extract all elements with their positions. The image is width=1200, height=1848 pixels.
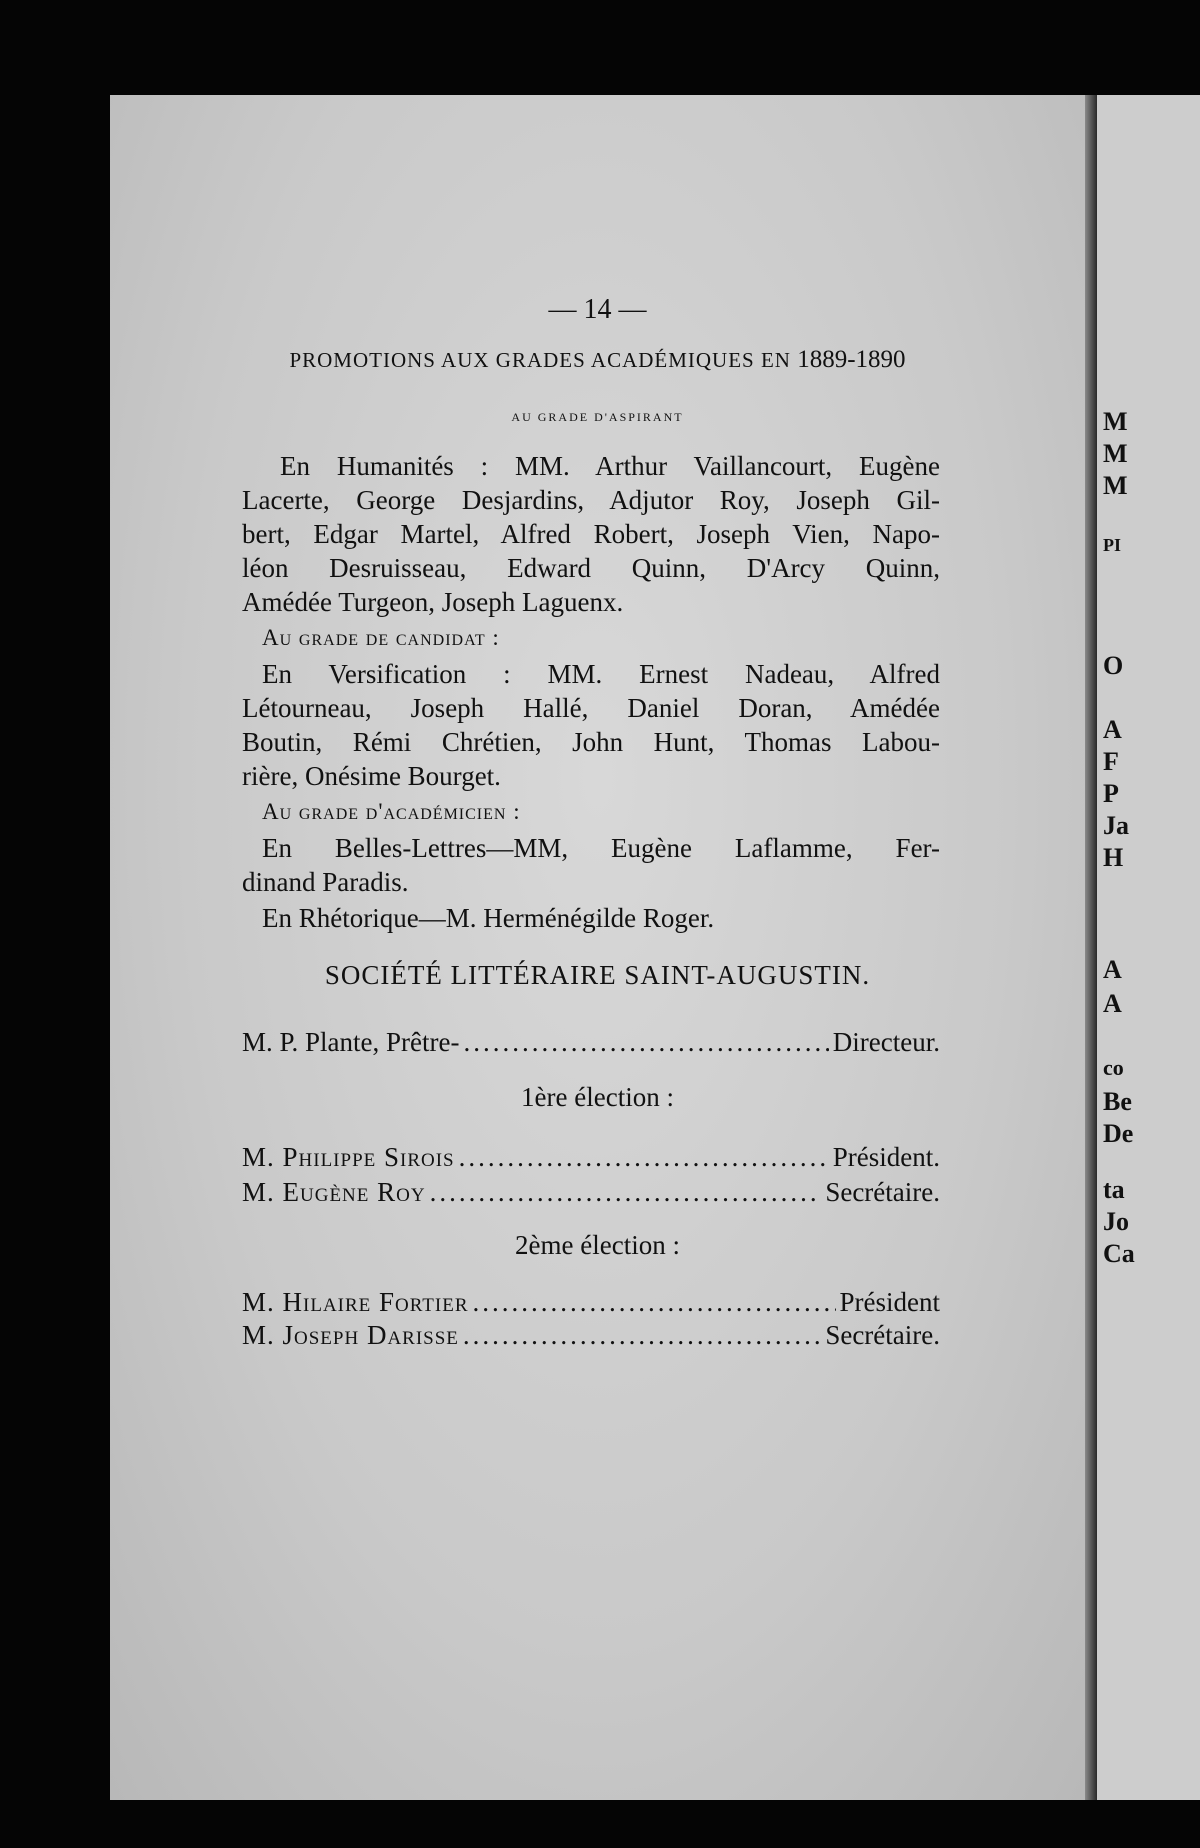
fragment-text: co bbox=[1103, 1055, 1124, 1080]
fragment-text: Ja bbox=[1103, 811, 1129, 840]
belles-lettres-line-1: En Belles-Lettres—MM, Eugène Laflamme, Fer- bbox=[262, 833, 940, 863]
director-name: M. P. Plante, Prêtre- bbox=[242, 1027, 460, 1057]
election-1-row-1 bbox=[110, 1140, 1085, 1174]
fragment-text: O bbox=[1103, 651, 1124, 680]
leader-dots bbox=[463, 1318, 821, 1352]
director-row bbox=[110, 1025, 1085, 1059]
election-2-heading: 2ème élection : bbox=[515, 1230, 680, 1260]
page-spine-shadow bbox=[1085, 95, 1097, 1800]
humanites-line-4: léon Desruisseau, Edward Quinn, D'Arcy Quinn, bbox=[242, 553, 940, 583]
versification-line-1: En Versification : MM. Ernest Nadeau, Alfred bbox=[262, 659, 940, 689]
aspirant-heading: AU GRADE D'ASPIRANT bbox=[511, 410, 684, 424]
election-1-row-2 bbox=[110, 1175, 1085, 1209]
rhetorique-line: En Rhétorique—M. Herménégilde Roger. bbox=[262, 903, 715, 933]
adjacent-page-fragment bbox=[1097, 95, 1200, 1800]
versification-line-3: Boutin, Rémi Chrétien, John Hunt, Thomas Labou- bbox=[242, 727, 940, 757]
fragment-text: M bbox=[1103, 407, 1128, 436]
fragment-text: A bbox=[1103, 955, 1122, 984]
fragment-text: M bbox=[1103, 471, 1128, 500]
fragment-text: M bbox=[1103, 439, 1128, 468]
leader-dots bbox=[473, 1285, 836, 1319]
candidat-heading: Au grade de candidat : bbox=[262, 625, 500, 650]
fragment-text: A bbox=[1103, 989, 1122, 1018]
fragment-text: H bbox=[1103, 843, 1124, 872]
versification-line-2: Létourneau, Joseph Hallé, Daniel Doran, Amédée bbox=[242, 693, 940, 723]
member-role: Président. bbox=[832, 1142, 940, 1172]
leader-dots bbox=[430, 1175, 822, 1209]
member-role: Secrétaire. bbox=[825, 1320, 940, 1350]
academicien-heading: Au grade d'académicien : bbox=[262, 799, 521, 824]
section-title-years: 1889-1890 bbox=[797, 346, 906, 373]
humanites-line-3: bert, Edgar Martel, Alfred Robert, Joseph Vien, Napo- bbox=[242, 519, 940, 549]
member-role: Président bbox=[839, 1287, 940, 1317]
fragment-text: Be bbox=[1103, 1087, 1132, 1116]
section-title-text: PROMOTIONS AUX GRADES ACADÉMIQUES EN bbox=[289, 348, 791, 372]
humanites-line-1: En Humanités : MM. Arthur Vaillancourt, Eugène bbox=[280, 451, 940, 481]
member-name: M. Eugène Roy bbox=[242, 1177, 426, 1207]
fragment-text: De bbox=[1103, 1119, 1134, 1148]
humanites-line-5: Amédée Turgeon, Joseph Laguenx. bbox=[242, 587, 624, 617]
fragment-text: ta bbox=[1103, 1175, 1125, 1204]
fragment-text: A bbox=[1103, 715, 1122, 744]
fragment-text: Jo bbox=[1103, 1207, 1129, 1236]
member-name: M. Joseph Darisse bbox=[242, 1320, 459, 1350]
fragment-text: Ca bbox=[1103, 1239, 1135, 1268]
section-title bbox=[110, 343, 1085, 377]
leader-dots bbox=[463, 1025, 828, 1059]
fragment-text: P bbox=[1103, 779, 1119, 808]
book-page bbox=[110, 95, 1085, 1800]
page-number: — 14 — bbox=[548, 294, 647, 325]
election-1-heading: 1ère élection : bbox=[521, 1082, 674, 1112]
humanites-line-2: Lacerte, George Desjardins, Adjutor Roy, Joseph Gil- bbox=[242, 485, 940, 515]
election-2-row-2 bbox=[110, 1318, 1085, 1352]
member-name: M. Philippe Sirois bbox=[242, 1142, 455, 1172]
director-role: Directeur. bbox=[832, 1027, 940, 1057]
leader-dots bbox=[459, 1140, 829, 1174]
society-title: SOCIÉTÉ LITTÉRAIRE SAINT-AUGUSTIN. bbox=[324, 960, 871, 990]
fragment-text: F bbox=[1103, 747, 1119, 776]
belles-lettres-line-2: dinand Paradis. bbox=[242, 867, 409, 897]
member-role: Secrétaire. bbox=[825, 1177, 940, 1207]
member-name: M. Hilaire Fortier bbox=[242, 1287, 469, 1317]
versification-line-4: rière, Onésime Bourget. bbox=[242, 761, 501, 791]
fragment-text: PI bbox=[1103, 535, 1121, 555]
election-2-row-1 bbox=[110, 1285, 1085, 1319]
